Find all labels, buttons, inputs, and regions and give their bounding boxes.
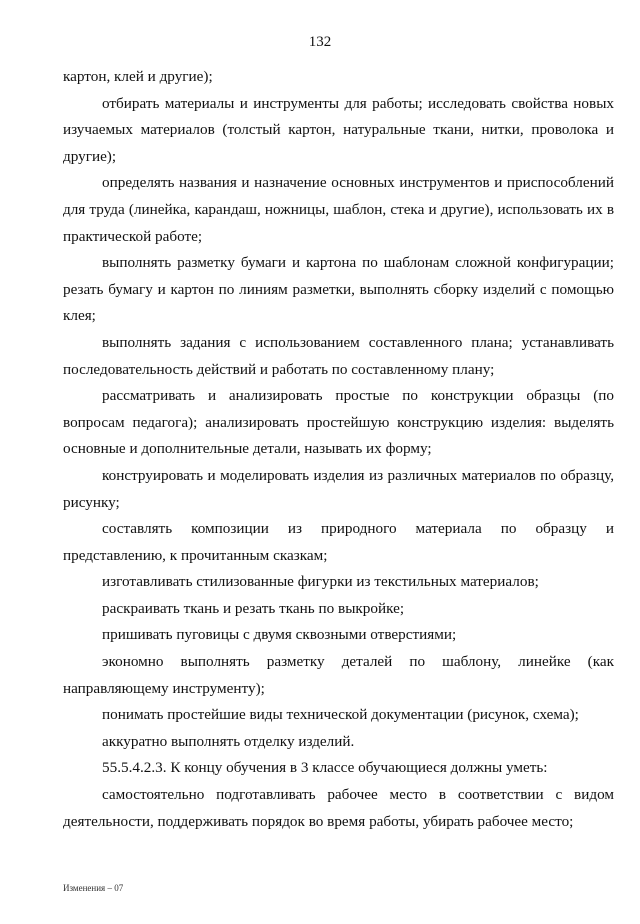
paragraph: рассматривать и анализировать простые по конструкции образцы (по вопросам педагога); анализировать простейшую конструкцию изделия: выделять основные и дополнительные детали, называть их форму; [63,387,614,458]
paragraph: пришивать пуговицы с двумя сквозными отверстиями; [102,626,457,644]
paragraph: выполнять разметку бумаги и картона по шаблонам сложной конфигурации; резать бумагу и картон по линиям разметки, выполнять сборку изделий с помощью клея; [63,254,614,325]
paragraph: экономно выполнять разметку деталей по шаблону, линейке (как направляющему инструменту); [63,653,614,697]
page-number: 132 [308,34,332,50]
paragraph: раскраивать ткань и резать ткань по выкройке; [102,599,405,617]
paragraph: отбирать материалы и инструменты для работы; исследовать свойства новых изучаемых материалов (толстый картон, натуральные ткани, нитки, проволока и другие); [63,94,614,165]
paragraph: составлять композиции из природного материала по образцу и представлению, к прочитанным сказкам; [63,520,614,564]
paragraph: выполнять задания с использованием составленного плана; устанавливать последовательность действий и работать по составленному плану; [63,333,614,378]
footer-revision-note: Изменения – 07 [63,883,124,893]
paragraph-continuation: картон, клей и другие); [63,68,213,85]
paragraph: аккуратно выполнять отделку изделий. [102,732,355,750]
document-body [63,64,614,835]
paragraph: изготавливать стилизованные фигурки из текстильных материалов; [102,573,539,591]
paragraph: конструировать и моделировать изделия из различных материалов по образцу, рисунку; [63,466,614,511]
paragraph: понимать простейшие виды технической документации (рисунок, схема); [102,706,579,724]
section-heading: 55.5.4.2.3. К концу обучения в 3 классе обучающиеся должны уметь: [102,759,548,777]
paragraph: самостоятельно подготавливать рабочее место в соответствии с видом деятельности, поддерживать порядок во время работы, убирать рабочее место; [63,786,614,830]
paragraph: определять названия и назначение основных инструментов и приспособлений для труда (линейка, карандаш, ножницы, шаблон, стека и другие), использовать их в практической работе; [63,174,614,245]
